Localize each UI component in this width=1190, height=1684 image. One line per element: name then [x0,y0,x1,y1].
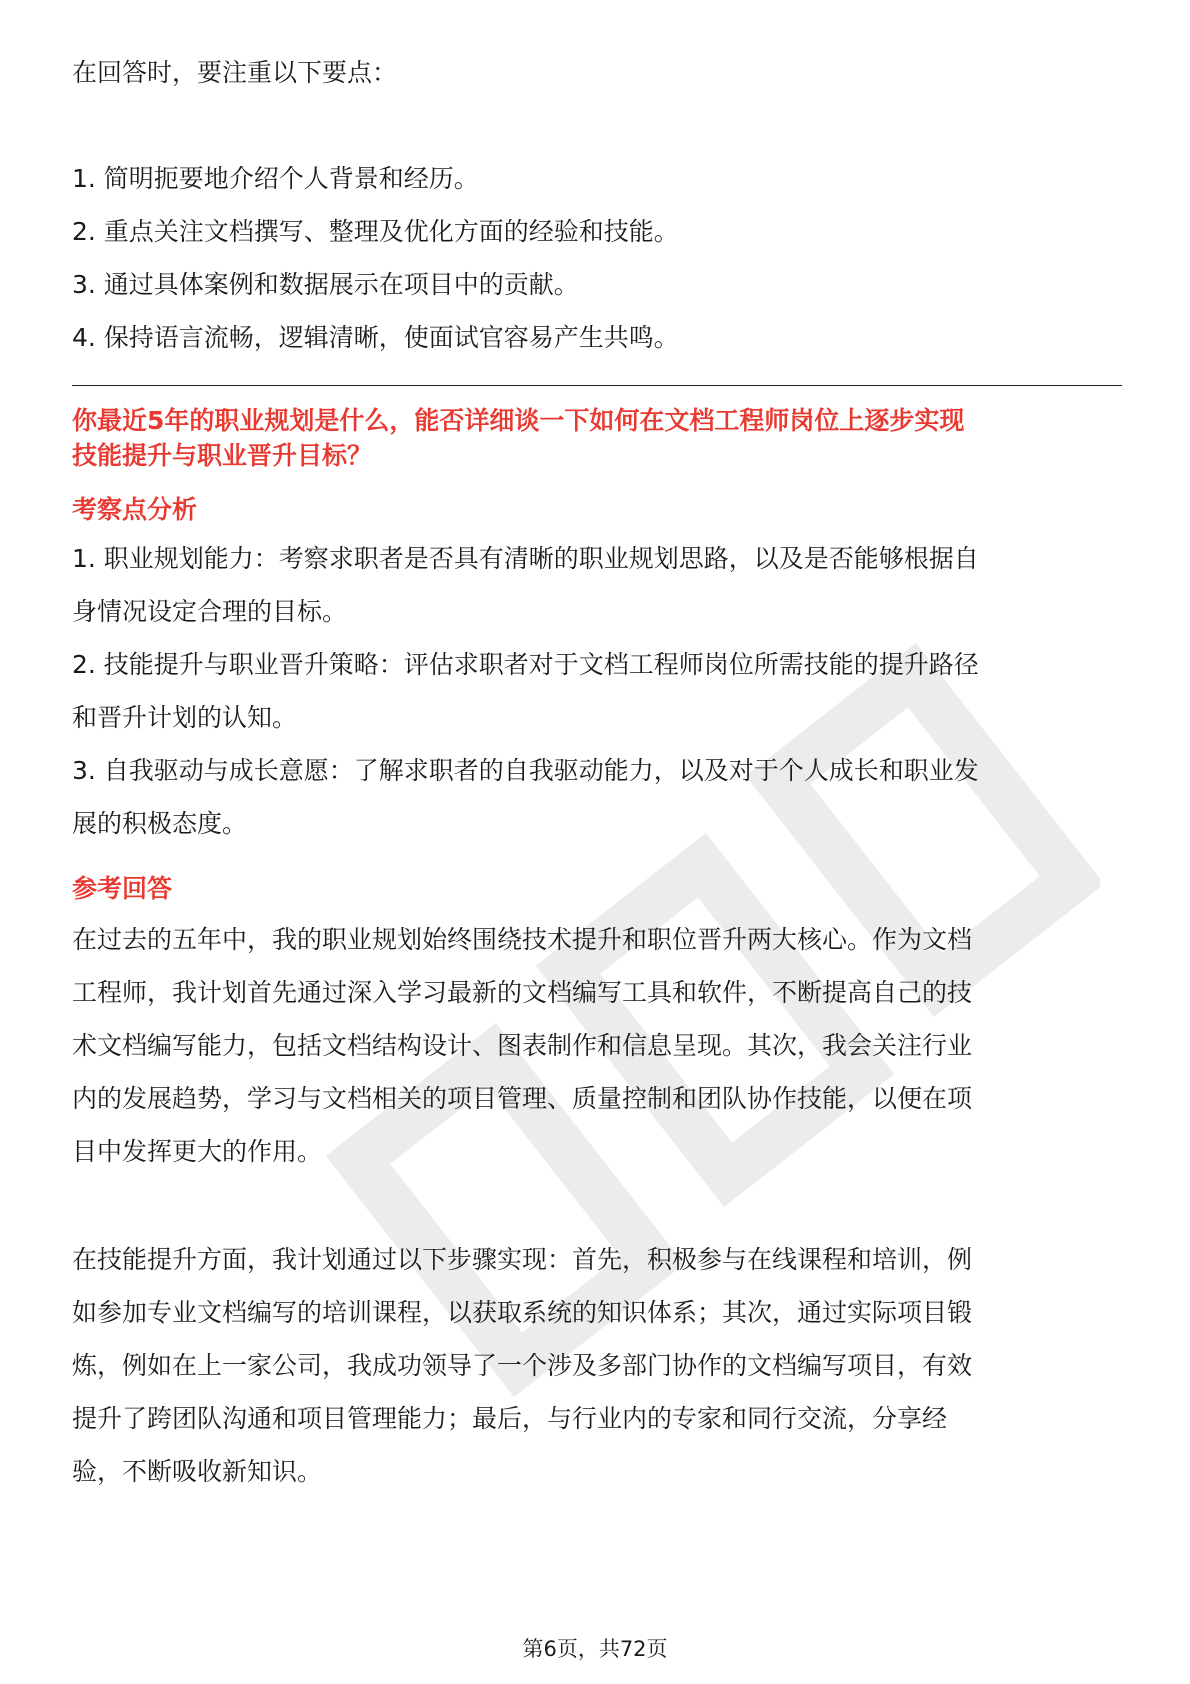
answer-line: 术文档编写能力，包括文档结构设计、图表制作和信息呈现。其次，我会关注行业 [72,1031,973,1060]
point-item: 3. 通过具体案例和数据展示在项目中的贡献。 [72,270,579,299]
analysis-line: 身情况设定合理的目标。 [72,597,348,626]
page-number: 第6页，共72页 [522,1637,668,1661]
analysis-line: 3. 自我驱动与成长意愿：了解求职者的自我驱动能力，以及对于个人成长和职业发 [72,756,979,785]
answer-line: 提升了跨团队沟通和项目管理能力；最后，与行业内的专家和同行交流，分享经 [72,1404,948,1433]
analysis-heading: 考察点分析 [72,495,198,524]
answer-line: 验，不断吸收新知识。 [72,1457,323,1486]
answer-line: 工程师，我计划首先通过深入学习最新的文档编写工具和软件，不断提高自己的技 [72,978,973,1007]
analysis-line: 1. 职业规划能力：考察求职者是否具有清晰的职业规划思路，以及是否能够根据自 [72,544,979,573]
answer-heading: 参考回答 [72,874,173,903]
question-title: 技能提升与职业晋升目标？ [72,441,373,470]
point-item: 1. 简明扼要地介绍个人背景和经历。 [72,164,479,193]
answer-line: 目中发挥更大的作用。 [72,1137,323,1166]
answer-line: 如参加专业文档编写的培训课程，以获取系统的知识体系；其次，通过实际项目锻 [72,1298,973,1327]
section-divider [72,385,1122,386]
intro-text: 在回答时，要注重以下要点： [72,58,398,87]
answer-line: 在技能提升方面，我计划通过以下步骤实现：首先，积极参与在线课程和培训，例 [72,1245,973,1274]
analysis-line: 2. 技能提升与职业晋升策略：评估求职者对于文档工程师岗位所需技能的提升路径 [72,650,979,679]
analysis-line: 展的积极态度。 [72,809,248,838]
question-title: 你最近5年的职业规划是什么，能否详细谈一下如何在文档工程师岗位上逐步实现 [72,406,965,435]
answer-line: 炼，例如在上一家公司，我成功领导了一个涉及多部门协作的文档编写项目，有效 [72,1351,973,1380]
point-item: 4. 保持语言流畅，逻辑清晰，使面试官容易产生共鸣。 [72,323,679,352]
answer-line: 内的发展趋势，学习与文档相关的项目管理、质量控制和团队协作技能，以便在项 [72,1084,973,1113]
analysis-line: 和晋升计划的认知。 [72,703,298,732]
answer-line: 在过去的五年中，我的职业规划始终围绕技术提升和职位晋升两大核心。作为文档 [72,925,973,954]
point-item: 2. 重点关注文档撰写、整理及优化方面的经验和技能。 [72,217,679,246]
